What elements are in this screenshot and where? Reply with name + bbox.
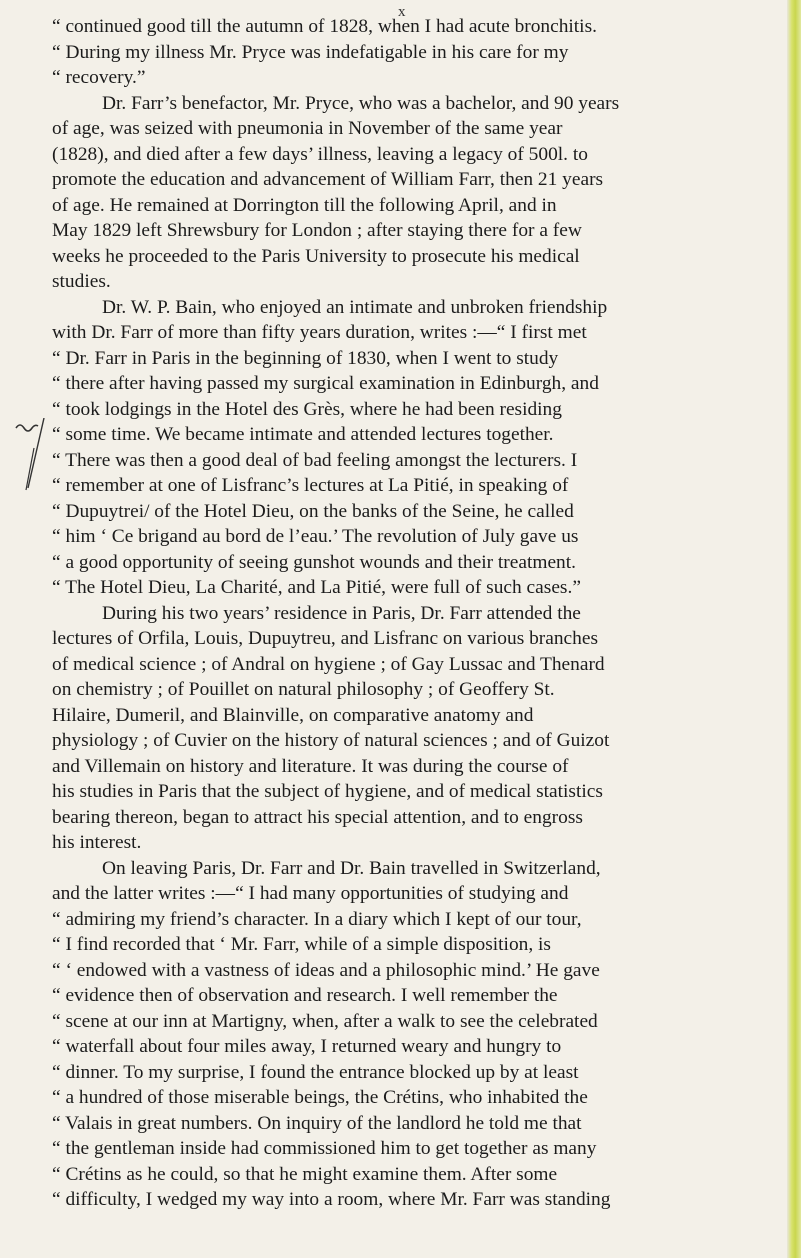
text-line: On leaving Paris, Dr. Farr and Dr. Bain travelled in Switzerland, bbox=[102, 857, 601, 879]
text-line: physiology ; of Cuvier on the history of natural sciences ; and of Guizot bbox=[52, 730, 610, 751]
margin-annotation-mark bbox=[14, 418, 54, 578]
text-line: studies. bbox=[52, 271, 111, 292]
text-line: and Villemain on history and literature. It was during the course of bbox=[52, 755, 569, 777]
text-line: “ ‘ endowed with a vastness of ideas and a philosophic mind.’ He gave bbox=[52, 959, 600, 981]
text-line: and the latter writes :—“ I had many opportunities of studying and bbox=[52, 883, 569, 904]
text-line: with Dr. Farr of more than fifty years duration, writes :—“ I first met bbox=[52, 322, 587, 343]
text-line: “ Dr. Farr in Paris in the beginning of 1830, when I went to study bbox=[52, 347, 559, 369]
text-line: “ a good opportunity of seeing gunshot wounds and their treatment. bbox=[52, 551, 576, 573]
text-line: “ some time. We became intimate and attended lectures together. bbox=[52, 424, 554, 445]
text-line: “ Valais in great numbers. On inquiry of the landlord he told me that bbox=[52, 1112, 582, 1134]
body-text bbox=[52, 14, 780, 1213]
text-line: “ there after having passed my surgical examination in Edinburgh, and bbox=[52, 373, 599, 394]
text-line: “ admiring my friend’s character. In a diary which I kept of our tour, bbox=[52, 908, 582, 930]
text-line: “ remember at one of Lisfranc’s lectures at La Pitié, in speaking of bbox=[52, 475, 569, 496]
text-line: Dr. Farr’s benefactor, Mr. Pryce, who was a bachelor, and 90 years bbox=[102, 92, 620, 114]
text-line: “ During my illness Mr. Pryce was indefatigable in his care for my bbox=[52, 41, 569, 63]
text-line: on chemistry ; of Pouillet on natural philosophy ; of Geoffery St. bbox=[52, 679, 555, 700]
text-line: bearing thereon, began to attract his special attention, and to engross bbox=[52, 806, 583, 828]
text-line: “ evidence then of observation and research. I well remember the bbox=[52, 985, 558, 1006]
text-line: his studies in Paris that the subject of hygiene, and of medical statistics bbox=[52, 781, 603, 802]
text-line: “ Crétins as he could, so that he might examine them. After some bbox=[52, 1163, 558, 1185]
text-line: Hilaire, Dumeril, and Blainville, on comparative anatomy and bbox=[52, 704, 534, 726]
text-line: of age, was seized with pneumonia in November of the same year bbox=[52, 118, 563, 139]
text-line: “ difficulty, I wedged my way into a room, where Mr. Farr was standing bbox=[52, 1189, 611, 1210]
text-line: lectures of Orfila, Louis, Dupuytreu, and Lisfranc on various branches bbox=[52, 628, 598, 649]
text-line: “ a hundred of those miserable beings, the Crétins, who inhabited the bbox=[52, 1087, 588, 1108]
text-line: “ waterfall about four miles away, I returned weary and hungry to bbox=[52, 1036, 562, 1057]
text-line: his interest. bbox=[52, 832, 142, 853]
page-edge bbox=[787, 0, 801, 1258]
text-line: of age. He remained at Dorrington till the following April, and in bbox=[52, 194, 557, 216]
text-line: “ scene at our inn at Martigny, when, after a walk to see the celebrated bbox=[52, 1010, 598, 1032]
text-line: “ him ‘ Ce brigand au bord de l’eau.’ The revolution of July gave us bbox=[52, 526, 579, 547]
text-line: “ the gentleman inside had commissioned him to get together as many bbox=[52, 1138, 597, 1159]
page-folio: x bbox=[398, 4, 406, 20]
text-line: weeks he proceeded to the Paris University to prosecute his medical bbox=[52, 245, 580, 267]
text-line: “ I find recorded that ‘ Mr. Farr, while of a simple disposition, is bbox=[52, 934, 551, 955]
text-line: promote the education and advancement of William Farr, then 21 years bbox=[52, 169, 604, 190]
text-line: “ recovery.” bbox=[52, 67, 146, 88]
text-line: “ There was then a good deal of bad feeling amongst the lecturers. I bbox=[52, 449, 578, 471]
text-line: of medical science ; of Andral on hygiene ; of Gay Lussac and Thenard bbox=[52, 653, 605, 675]
text-line: “ Dupuytrei/ of the Hotel Dieu, on the banks of the Seine, he called bbox=[52, 500, 574, 522]
text-line: (1828), and died after a few days’ illness, leaving a legacy of 500l. to bbox=[52, 143, 588, 165]
text-line: “ took lodgings in the Hotel des Grès, where he had been residing bbox=[52, 398, 562, 420]
text-line: “ The Hotel Dieu, La Charité, and La Pitié, were full of such cases.” bbox=[52, 577, 581, 598]
text-line: “ continued good till the autumn of 1828, when I had acute bronchitis. bbox=[52, 16, 597, 37]
text-line: May 1829 left Shrewsbury for London ; after staying there for a few bbox=[52, 220, 582, 241]
text-line: Dr. W. P. Bain, who enjoyed an intimate and unbroken friendship bbox=[102, 296, 608, 318]
text-line: “ dinner. To my surprise, I found the entrance blocked up by at least bbox=[52, 1061, 579, 1083]
text-line: During his two years’ residence in Paris, Dr. Farr attended the bbox=[102, 602, 581, 624]
